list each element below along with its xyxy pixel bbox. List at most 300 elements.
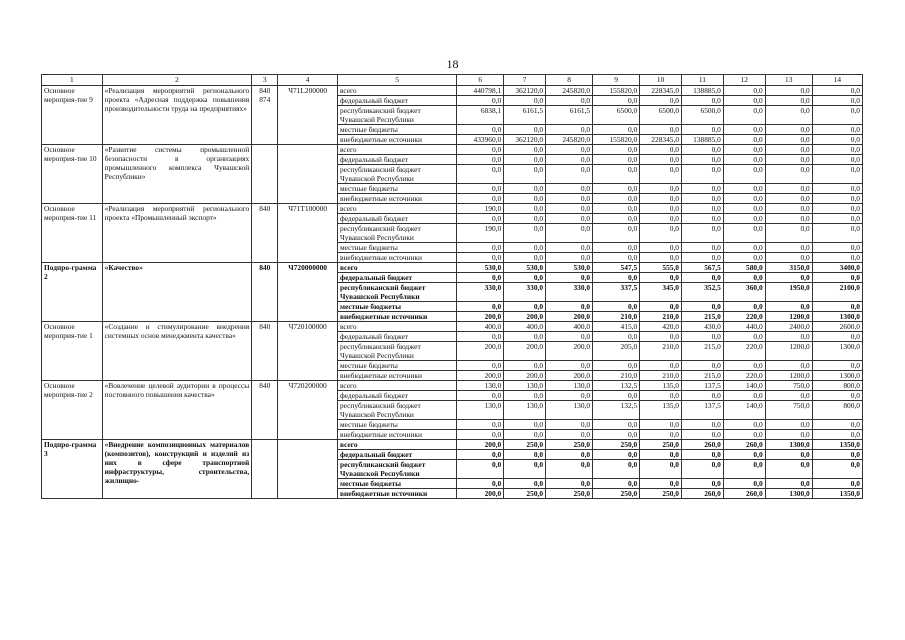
amount-cell: 0,0: [504, 420, 546, 430]
column-number: 7: [504, 75, 546, 86]
amount-cell: 0,0: [546, 125, 593, 135]
amount-cell: 0,0: [457, 165, 504, 184]
amount-cell: 0,0: [765, 479, 812, 489]
grbs-cell: [252, 145, 278, 204]
amount-cell: 530,0: [546, 263, 593, 273]
amount-cell: 0,0: [812, 361, 862, 371]
amount-cell: 250,0: [546, 440, 593, 450]
amount-cell: 0,0: [593, 243, 640, 253]
amount-cell: 0,0: [812, 479, 862, 489]
amount-cell: 215,0: [682, 371, 724, 381]
amount-cell: 0,0: [812, 460, 862, 479]
amount-cell: 0,0: [504, 96, 546, 106]
amount-cell: 0,0: [812, 135, 862, 145]
amount-cell: 0,0: [640, 194, 682, 204]
funding-source-cell: федеральный бюджет: [337, 332, 456, 342]
amount-cell: 130,0: [457, 381, 504, 391]
amount-cell: 135,0: [640, 401, 682, 420]
column-numbers-row: [42, 75, 863, 86]
amount-cell: 0,0: [457, 194, 504, 204]
amount-cell: 0,0: [504, 253, 546, 263]
funding-source-cell: всего: [337, 440, 456, 450]
amount-cell: 1300,0: [812, 342, 862, 361]
amount-cell: 1350,0: [812, 440, 862, 450]
funding-source-cell: республиканский бюджет Чувашской Республики: [337, 401, 456, 420]
amount-cell: 430,0: [682, 322, 724, 332]
funding-source-cell: федеральный бюджет: [337, 96, 456, 106]
amount-cell: 0,0: [457, 96, 504, 106]
amount-cell: 0,0: [504, 332, 546, 342]
amount-cell: 190,0: [457, 224, 504, 243]
amount-cell: 400,0: [504, 322, 546, 332]
amount-cell: 0,0: [640, 420, 682, 430]
amount-cell: 200,0: [504, 371, 546, 381]
amount-cell: 0,0: [682, 460, 724, 479]
amount-cell: 0,0: [765, 125, 812, 135]
amount-cell: 260,0: [682, 489, 724, 499]
amount-cell: 0,0: [457, 243, 504, 253]
amount-cell: 567,5: [682, 263, 724, 273]
amount-cell: 0,0: [765, 194, 812, 204]
amount-cell: 0,0: [504, 460, 546, 479]
amount-cell: 0,0: [640, 145, 682, 155]
amount-cell: 190,0: [457, 204, 504, 214]
amount-cell: 0,0: [593, 273, 640, 283]
amount-cell: 0,0: [593, 361, 640, 371]
grbs-cell: 840: [252, 322, 278, 381]
amount-cell: 800,0: [812, 401, 862, 420]
amount-cell: 1200,0: [765, 312, 812, 322]
amount-cell: 337,5: [593, 283, 640, 302]
amount-cell: 0,0: [723, 253, 765, 263]
amount-cell: 0,0: [682, 273, 724, 283]
budget-code-cell: [278, 440, 338, 499]
amount-cell: 0,0: [457, 479, 504, 489]
amount-cell: 0,0: [504, 125, 546, 135]
amount-cell: 0,0: [640, 361, 682, 371]
budget-table: [41, 74, 863, 499]
amount-cell: 0,0: [593, 450, 640, 460]
amount-cell: 0,0: [682, 430, 724, 440]
funding-source-cell: внебюджетные источники: [337, 489, 456, 499]
amount-cell: 205,0: [593, 342, 640, 361]
amount-cell: 0,0: [765, 224, 812, 243]
amount-cell: 0,0: [682, 204, 724, 214]
amount-cell: 0,0: [546, 165, 593, 184]
amount-cell: 0,0: [723, 125, 765, 135]
amount-cell: 135,0: [640, 381, 682, 391]
amount-cell: 0,0: [723, 391, 765, 401]
amount-cell: 215,0: [682, 342, 724, 361]
funding-source-cell: федеральный бюджет: [337, 391, 456, 401]
budget-code-cell: Ч720000000: [278, 263, 338, 322]
amount-cell: 400,0: [546, 322, 593, 332]
amount-cell: 0,0: [765, 430, 812, 440]
amount-cell: 250,0: [504, 440, 546, 450]
amount-cell: 0,0: [682, 243, 724, 253]
column-number: 9: [593, 75, 640, 86]
amount-cell: 228345,0: [640, 86, 682, 96]
table-body: [42, 75, 863, 499]
funding-source-cell: федеральный бюджет: [337, 214, 456, 224]
amount-cell: 0,0: [546, 204, 593, 214]
amount-cell: 0,0: [765, 96, 812, 106]
table-row: [42, 322, 863, 332]
amount-cell: 0,0: [723, 194, 765, 204]
amount-cell: 245820,0: [546, 86, 593, 96]
measure-cell: Основное мероприя-тие 9: [42, 86, 103, 145]
funding-source-cell: местные бюджеты: [337, 302, 456, 312]
grbs-cell: 840: [252, 263, 278, 322]
funding-source-cell: местные бюджеты: [337, 420, 456, 430]
amount-cell: 1200,0: [765, 371, 812, 381]
column-number: 3: [252, 75, 278, 86]
amount-cell: 0,0: [812, 106, 862, 125]
funding-source-cell: федеральный бюджет: [337, 450, 456, 460]
amount-cell: 0,0: [640, 430, 682, 440]
amount-cell: 0,0: [593, 391, 640, 401]
measure-name-cell: «Развитие системы промышленной безопасности в организациях промышленного комплекса Чувашской Республики»: [102, 145, 252, 204]
amount-cell: 0,0: [682, 125, 724, 135]
amount-cell: 0,0: [723, 273, 765, 283]
column-number: 11: [682, 75, 724, 86]
amount-cell: 0,0: [593, 204, 640, 214]
amount-cell: 0,0: [457, 361, 504, 371]
amount-cell: 0,0: [546, 302, 593, 312]
amount-cell: 0,0: [765, 460, 812, 479]
amount-cell: 140,0: [723, 401, 765, 420]
amount-cell: 0,0: [723, 86, 765, 96]
amount-cell: 0,0: [593, 165, 640, 184]
amount-cell: 0,0: [812, 125, 862, 135]
amount-cell: 0,0: [682, 194, 724, 204]
amount-cell: 200,0: [546, 342, 593, 361]
amount-cell: 433960,0: [457, 135, 504, 145]
amount-cell: 0,0: [593, 420, 640, 430]
table-row: [42, 263, 863, 273]
amount-cell: 0,0: [682, 165, 724, 184]
amount-cell: 0,0: [546, 391, 593, 401]
amount-cell: 0,0: [723, 145, 765, 155]
amount-cell: 330,0: [504, 283, 546, 302]
funding-source-cell: внебюджетные источники: [337, 194, 456, 204]
amount-cell: 210,0: [593, 371, 640, 381]
amount-cell: 0,0: [682, 184, 724, 194]
amount-cell: 200,0: [457, 440, 504, 450]
amount-cell: 0,0: [504, 430, 546, 440]
amount-cell: 0,0: [546, 184, 593, 194]
amount-cell: 0,0: [640, 204, 682, 214]
amount-cell: 0,0: [765, 302, 812, 312]
amount-cell: 0,0: [640, 184, 682, 194]
amount-cell: 0,0: [765, 243, 812, 253]
funding-source-cell: внебюджетные источники: [337, 253, 456, 263]
amount-cell: 0,0: [504, 273, 546, 283]
amount-cell: 330,0: [457, 283, 504, 302]
amount-cell: 0,0: [457, 125, 504, 135]
amount-cell: 0,0: [640, 460, 682, 479]
amount-cell: 0,0: [765, 204, 812, 214]
amount-cell: 0,0: [765, 86, 812, 96]
amount-cell: 1950,0: [765, 283, 812, 302]
amount-cell: 0,0: [682, 332, 724, 342]
funding-source-cell: федеральный бюджет: [337, 155, 456, 165]
amount-cell: 0,0: [546, 361, 593, 371]
amount-cell: 0,0: [682, 145, 724, 155]
amount-cell: 0,0: [593, 145, 640, 155]
amount-cell: 200,0: [457, 489, 504, 499]
amount-cell: 1200,0: [765, 342, 812, 361]
amount-cell: 0,0: [546, 145, 593, 155]
amount-cell: 155820,0: [593, 86, 640, 96]
amount-cell: 6500,0: [640, 106, 682, 125]
amount-cell: 210,0: [640, 342, 682, 361]
amount-cell: 750,0: [765, 401, 812, 420]
amount-cell: 215,0: [682, 312, 724, 322]
amount-cell: 0,0: [765, 184, 812, 194]
amount-cell: 250,0: [593, 489, 640, 499]
amount-cell: 138885,0: [682, 135, 724, 145]
amount-cell: 0,0: [812, 273, 862, 283]
amount-cell: 0,0: [723, 224, 765, 243]
amount-cell: 362120,0: [504, 86, 546, 96]
amount-cell: 400,0: [457, 322, 504, 332]
amount-cell: 0,0: [593, 332, 640, 342]
amount-cell: 0,0: [640, 253, 682, 263]
amount-cell: 0,0: [812, 243, 862, 253]
amount-cell: 132,5: [593, 381, 640, 391]
measure-cell: Подпро-грамма 2: [42, 263, 103, 322]
amount-cell: 260,0: [723, 440, 765, 450]
amount-cell: 0,0: [640, 391, 682, 401]
page-number: 18: [446, 57, 459, 71]
amount-cell: 0,0: [457, 184, 504, 194]
funding-source-cell: местные бюджеты: [337, 243, 456, 253]
amount-cell: 0,0: [765, 155, 812, 165]
column-number: 4: [278, 75, 338, 86]
amount-cell: 0,0: [682, 96, 724, 106]
amount-cell: 3400,0: [812, 263, 862, 273]
amount-cell: 0,0: [812, 253, 862, 263]
amount-cell: 0,0: [504, 302, 546, 312]
amount-cell: 0,0: [682, 155, 724, 165]
amount-cell: 250,0: [546, 489, 593, 499]
amount-cell: 0,0: [765, 391, 812, 401]
measure-name-cell: «Вовлечение целевой аудитории в процессы постоянного повышения качества»: [102, 381, 252, 440]
column-number: 10: [640, 75, 682, 86]
amount-cell: 250,0: [504, 489, 546, 499]
funding-source-cell: внебюджетные источники: [337, 135, 456, 145]
amount-cell: 0,0: [723, 96, 765, 106]
amount-cell: 2100,0: [812, 283, 862, 302]
amount-cell: 0,0: [504, 479, 546, 489]
budget-code-cell: Ч71Т100000: [278, 204, 338, 263]
amount-cell: 0,0: [640, 243, 682, 253]
amount-cell: 0,0: [682, 302, 724, 312]
amount-cell: 200,0: [457, 312, 504, 322]
amount-cell: 530,0: [504, 263, 546, 273]
amount-cell: 0,0: [723, 214, 765, 224]
amount-cell: 0,0: [812, 155, 862, 165]
amount-cell: 200,0: [546, 371, 593, 381]
amount-cell: 0,0: [812, 96, 862, 106]
amount-cell: 0,0: [504, 165, 546, 184]
amount-cell: 2600,0: [812, 322, 862, 332]
amount-cell: 250,0: [593, 440, 640, 450]
amount-cell: 0,0: [546, 224, 593, 243]
measure-cell: Основное мероприя-тие 2: [42, 381, 103, 440]
amount-cell: 0,0: [457, 302, 504, 312]
funding-source-cell: внебюджетные источники: [337, 371, 456, 381]
amount-cell: 0,0: [765, 450, 812, 460]
amount-cell: 0,0: [593, 302, 640, 312]
amount-cell: 0,0: [504, 155, 546, 165]
amount-cell: 0,0: [640, 479, 682, 489]
column-number: 8: [546, 75, 593, 86]
amount-cell: 0,0: [682, 253, 724, 263]
funding-source-cell: республиканский бюджет Чувашской Республики: [337, 342, 456, 361]
amount-cell: 130,0: [546, 381, 593, 391]
amount-cell: 0,0: [457, 420, 504, 430]
amount-cell: 0,0: [640, 125, 682, 135]
amount-cell: 0,0: [812, 145, 862, 155]
column-number: 13: [765, 75, 812, 86]
amount-cell: 0,0: [640, 96, 682, 106]
amount-cell: 200,0: [546, 312, 593, 322]
amount-cell: 0,0: [504, 204, 546, 214]
grbs-cell: 840 874: [252, 86, 278, 145]
amount-cell: 0,0: [812, 194, 862, 204]
amount-cell: 330,0: [546, 283, 593, 302]
amount-cell: 0,0: [504, 361, 546, 371]
column-number: 12: [723, 75, 765, 86]
amount-cell: 0,0: [640, 165, 682, 184]
amount-cell: 0,0: [457, 273, 504, 283]
column-number: 6: [457, 75, 504, 86]
amount-cell: 0,0: [546, 460, 593, 479]
table-row: [42, 440, 863, 450]
amount-cell: 0,0: [765, 273, 812, 283]
amount-cell: 0,0: [765, 145, 812, 155]
amount-cell: 0,0: [593, 125, 640, 135]
amount-cell: 0,0: [546, 96, 593, 106]
amount-cell: 0,0: [504, 450, 546, 460]
amount-cell: 210,0: [640, 312, 682, 322]
amount-cell: 0,0: [546, 253, 593, 263]
amount-cell: 0,0: [812, 430, 862, 440]
amount-cell: 140,0: [723, 381, 765, 391]
amount-cell: 0,0: [504, 145, 546, 155]
budget-code-cell: Ч71L200000: [278, 86, 338, 145]
amount-cell: 555,0: [640, 263, 682, 273]
table-row: [42, 145, 863, 155]
amount-cell: 0,0: [812, 184, 862, 194]
amount-cell: 0,0: [593, 479, 640, 489]
column-number: 2: [102, 75, 252, 86]
amount-cell: 0,0: [682, 420, 724, 430]
amount-cell: 0,0: [457, 214, 504, 224]
amount-cell: 530,0: [457, 263, 504, 273]
funding-source-cell: всего: [337, 204, 456, 214]
measure-cell: Основное мероприя-тие 1: [42, 322, 103, 381]
amount-cell: 155820,0: [593, 135, 640, 145]
table-row: [42, 381, 863, 391]
amount-cell: 245820,0: [546, 135, 593, 145]
amount-cell: 1300,0: [812, 371, 862, 381]
amount-cell: 250,0: [640, 489, 682, 499]
amount-cell: 360,0: [723, 283, 765, 302]
amount-cell: 6161,5: [546, 106, 593, 125]
amount-cell: 0,0: [640, 273, 682, 283]
amount-cell: 0,0: [723, 184, 765, 194]
amount-cell: 137,5: [682, 381, 724, 391]
amount-cell: 0,0: [593, 184, 640, 194]
amount-cell: 0,0: [457, 460, 504, 479]
amount-cell: 1350,0: [812, 489, 862, 499]
amount-cell: 420,0: [640, 322, 682, 332]
amount-cell: 0,0: [682, 450, 724, 460]
amount-cell: 220,0: [723, 312, 765, 322]
funding-source-cell: республиканский бюджет Чувашской Республики: [337, 224, 456, 243]
amount-cell: 0,0: [765, 106, 812, 125]
grbs-cell: 840: [252, 204, 278, 263]
amount-cell: 0,0: [546, 332, 593, 342]
amount-cell: 0,0: [593, 224, 640, 243]
amount-cell: 0,0: [504, 391, 546, 401]
column-number: 1: [42, 75, 103, 86]
amount-cell: 0,0: [765, 253, 812, 263]
funding-source-cell: республиканский бюджет Чувашской Республики: [337, 106, 456, 125]
amount-cell: 6500,0: [682, 106, 724, 125]
amount-cell: 0,0: [457, 332, 504, 342]
measure-name-cell: «Реализация мероприятий регионального проекта «Промышленный экспорт»: [102, 204, 252, 263]
amount-cell: 130,0: [504, 381, 546, 391]
amount-cell: 137,5: [682, 401, 724, 420]
amount-cell: 200,0: [457, 342, 504, 361]
amount-cell: 0,0: [723, 460, 765, 479]
amount-cell: 0,0: [723, 430, 765, 440]
amount-cell: 0,0: [812, 302, 862, 312]
amount-cell: 0,0: [723, 204, 765, 214]
amount-cell: 250,0: [640, 440, 682, 450]
measure-name-cell: «Реализация мероприятий регионального проекта «Адресная поддержка повышения производительности труда на предприятиях»: [102, 86, 252, 145]
amount-cell: 0,0: [457, 145, 504, 155]
amount-cell: 0,0: [640, 302, 682, 312]
amount-cell: 0,0: [765, 165, 812, 184]
amount-cell: 0,0: [546, 243, 593, 253]
funding-source-cell: всего: [337, 263, 456, 273]
amount-cell: 130,0: [457, 401, 504, 420]
amount-cell: 132,5: [593, 401, 640, 420]
amount-cell: 0,0: [812, 165, 862, 184]
funding-source-cell: местные бюджеты: [337, 361, 456, 371]
amount-cell: 0,0: [504, 214, 546, 224]
amount-cell: 0,0: [812, 420, 862, 430]
amount-cell: 0,0: [812, 224, 862, 243]
amount-cell: 220,0: [723, 371, 765, 381]
amount-cell: 0,0: [723, 420, 765, 430]
amount-cell: 0,0: [546, 450, 593, 460]
amount-cell: 0,0: [812, 332, 862, 342]
amount-cell: 415,0: [593, 322, 640, 332]
amount-cell: 0,0: [723, 302, 765, 312]
amount-cell: 0,0: [593, 214, 640, 224]
amount-cell: 2400,0: [765, 322, 812, 332]
amount-cell: 0,0: [546, 214, 593, 224]
measure-cell: Основное мероприя-тие 10: [42, 145, 103, 204]
amount-cell: 0,0: [640, 450, 682, 460]
amount-cell: 0,0: [640, 224, 682, 243]
